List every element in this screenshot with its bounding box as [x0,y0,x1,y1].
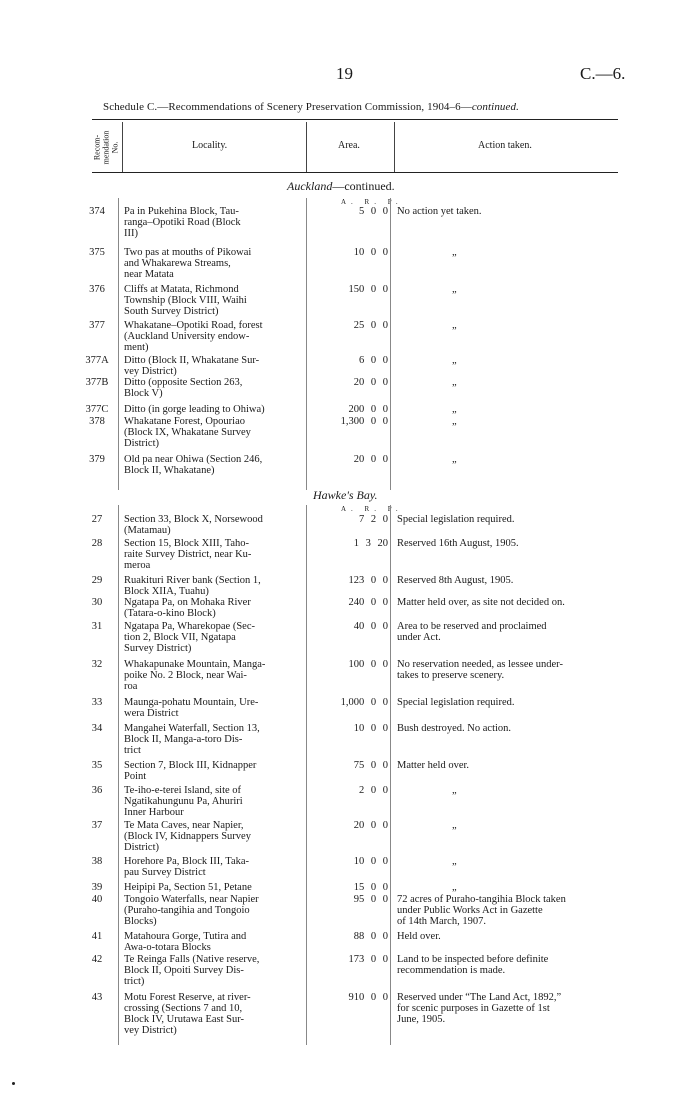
header-area: Area. [338,140,360,151]
locality-cell: Te Reinga Falls (Native reserve, Block II, Opoiti Survey Dis- trict) [124,954,260,987]
column-rule [306,505,307,1045]
area-cell: 95 0 0 [353,894,388,905]
area-cell: 7 2 0 [359,514,388,525]
schedule-title-continued: continued. [471,101,519,113]
locality-cell: Ditto (Block II, Whakatane Sur- vey District) [124,355,260,377]
section-continued: —continued. [332,179,395,193]
locality-cell: Whakapunake Mountain, Manga- poike No. 2 Block, near Wai- roa [124,659,266,692]
column-rule [118,505,119,1045]
action-cell: No action yet taken. [397,206,482,217]
action-cell: „ [452,785,457,796]
area-units-label: A. R. P. [341,198,403,206]
action-cell: Area to be reserved and proclaimed under Act. [397,621,547,643]
table-header [92,122,618,172]
locality-cell: Maunga-pohatu Mountain, Ure- wera District [124,697,259,719]
header-locality: Locality. [192,140,228,151]
section-name: Hawke's Bay. [313,488,378,502]
recommendation-number: 28 [91,538,103,549]
locality-cell: Section 15, Block XIII, Taho- raite Survey District, near Ku- meroa [124,538,252,571]
area-cell: 100 0 0 [348,659,388,670]
page-number: 19 [336,64,353,83]
recommendation-number: 377A [85,355,109,366]
locality-cell: Ngatapa Pa, on Mohaka River (Tatara-o-kino Block) [124,597,251,619]
recommendation-number: 38 [91,856,103,867]
action-cell: Matter held over. [397,760,470,771]
locality-cell: Te Mata Caves, near Napier, (Block IV, Kidnappers Survey District) [124,820,251,853]
recommendation-number: 34 [91,723,103,734]
locality-cell: Whakatane–Opotiki Road, forest (Auckland University endow- ment) [124,320,263,353]
section-name: Auckland [287,179,333,193]
recommendation-number: 375 [89,247,105,258]
area-cell: 240 0 0 [348,597,388,608]
recommendation-number: 43 [91,992,103,1003]
header-action: Action taken. [478,140,532,151]
recommendation-number: 37 [91,820,103,831]
area-cell: 20 0 0 [353,820,388,831]
action-cell: „ [452,355,457,366]
header-divider [122,122,123,172]
area-cell: 25 0 0 [353,320,388,331]
action-cell: Reserved 16th August, 1905. [397,538,519,549]
recommendation-number: 376 [89,284,105,295]
recommendation-number: 42 [91,954,103,965]
recommendation-number: 377B [85,377,109,388]
recommendation-number: 30 [91,597,103,608]
recommendation-number: 36 [91,785,103,796]
area-cell: 173 0 0 [348,954,388,965]
locality-cell: Horehore Pa, Block III, Taka- pau Survey District [124,856,250,878]
recommendation-number: 374 [89,206,105,217]
recommendation-number: 377C [85,404,109,415]
locality-cell: Ngatapa Pa, Wharekopae (Sec- tion 2, Block VII, Ngatapa Survey District) [124,621,255,654]
action-cell: „ [452,247,457,258]
recommendation-number: 27 [91,514,103,525]
page-mark-dot [12,1082,15,1085]
paper-reference: C.—6. [580,64,626,83]
area-cell: 2 0 0 [359,785,388,796]
recommendation-number: 40 [91,894,103,905]
area-cell: 10 0 0 [353,723,388,734]
locality-cell: Old pa near Ohiwa (Section 246, Block II, Whakatane) [124,454,263,476]
schedule-title-text: Schedule C.—Recommendations of Scenery Preservation Commission, 1904–6— [103,101,472,113]
header-recommendation [94,122,118,172]
locality-cell: Heipipi Pa, Section 51, Petane [124,882,252,893]
area-cell: 20 0 0 [353,454,388,465]
recommendation-number: 378 [89,416,105,427]
column-rule [118,198,119,490]
header-bottom-rule [92,172,618,173]
locality-cell: Ditto (in gorge leading to Ohiwa) [124,404,265,415]
area-cell: 200 0 0 [348,404,388,415]
recommendation-number: 33 [91,697,103,708]
action-cell: Special legislation required. [397,697,515,708]
locality-cell: Mangahei Waterfall, Section 13, Block II, Manga-a-toro Dis- trict [124,723,260,756]
area-cell: 75 0 0 [353,760,388,771]
recommendation-number: 35 [91,760,103,771]
locality-cell: Pa in Pukehina Block, Tau- ranga–Opotiki Road (Block III) [124,206,241,239]
area-cell: 20 0 0 [353,377,388,388]
action-cell: Held over. [397,931,441,942]
column-rule [390,505,391,1045]
locality-cell: Matahoura Gorge, Tutira and Awa-o-totara Blocks [124,931,247,953]
area-cell: 10 0 0 [353,856,388,867]
locality-cell: Motu Forest Reserve, at river- crossing (Sections 7 and 10, Block IV, Urutawa East Sur- vey District) [124,992,251,1036]
action-cell: Land to be inspected before definite recommendation is made. [397,954,549,976]
action-cell: „ [452,404,457,415]
area-cell: 5 0 0 [359,206,388,217]
schedule-title [103,101,663,113]
header-divider [306,122,307,172]
section-heading-text [313,488,378,503]
recommendation-number: 39 [91,882,103,893]
locality-cell: Ruakituri River bank (Section 1, Block XIIA, Tuahu) [124,575,261,597]
locality-cell: Whakatane Forest, Opouriao (Block IX, Whakatane Survey District) [124,416,251,449]
recommendation-number: 379 [89,454,105,465]
locality-cell: Te-iho-e-terei Island, site of Ngatikahungunu Pa, Ahuriri Inner Harbour [124,785,243,818]
action-cell: „ [452,320,457,331]
area-cell: 123 0 0 [348,575,388,586]
area-cell: 1,300 0 0 [340,416,388,427]
header-recommendation-label: Recom- mendation No. [92,130,120,164]
column-rule [390,198,391,490]
area-units-label: A. R. P. [341,505,403,513]
action-cell: Special legislation required. [397,514,515,525]
action-cell: „ [452,377,457,388]
action-cell: 72 acres of Puraho-tangihia Block taken under Public Works Act in Gazette of 14th March, 1907. [397,894,566,927]
area-cell: 1 3 20 [353,538,388,549]
action-cell: Bush destroyed. No action. [397,723,512,734]
area-cell: 40 0 0 [353,621,388,632]
action-cell: „ [452,882,457,893]
action-cell: „ [452,284,457,295]
header-divider [394,122,395,172]
area-cell: 15 0 0 [353,882,388,893]
locality-cell: Section 7, Block III, Kidnapper Point [124,760,257,782]
action-cell: No reservation needed, as lessee under- takes to preserve scenery. [397,659,563,681]
action-cell: Reserved 8th August, 1905. [397,575,514,586]
locality-cell: Ditto (opposite Section 263, Block V) [124,377,243,399]
column-rule [306,198,307,490]
area-cell: 6 0 0 [359,355,388,366]
action-cell: „ [452,416,457,427]
area-cell: 1,000 0 0 [340,697,388,708]
action-cell: „ [452,820,457,831]
action-cell: Matter held over, as site not decided on. [397,597,565,608]
recommendation-number: 29 [91,575,103,586]
area-cell: 910 0 0 [348,992,388,1003]
area-cell: 10 0 0 [353,247,388,258]
action-cell: „ [452,454,457,465]
recommendation-number: 377 [89,320,105,331]
section-heading-text [287,179,395,194]
recommendation-number: 32 [91,659,103,670]
locality-cell: Cliffs at Matata, Richmond Township (Block VIII, Waihi South Survey District) [124,284,247,317]
locality-cell: Section 33, Block X, Norsewood (Matamau) [124,514,263,536]
area-cell: 88 0 0 [353,931,388,942]
recommendation-number: 31 [91,621,103,632]
area-cell: 150 0 0 [348,284,388,295]
recommendation-number: 41 [91,931,103,942]
locality-cell: Two pas at mouths of Pikowai and Whakarewa Streams, near Matata [124,247,252,280]
action-cell: Reserved under “The Land Act, 1892,” for scenic purposes in Gazette of 1st June, 1905. [397,992,562,1025]
action-cell: „ [452,856,457,867]
locality-cell: Tongoio Waterfalls, near Napier (Puraho-tangihia and Tongoio Blocks) [124,894,259,927]
title-rule [92,119,618,120]
